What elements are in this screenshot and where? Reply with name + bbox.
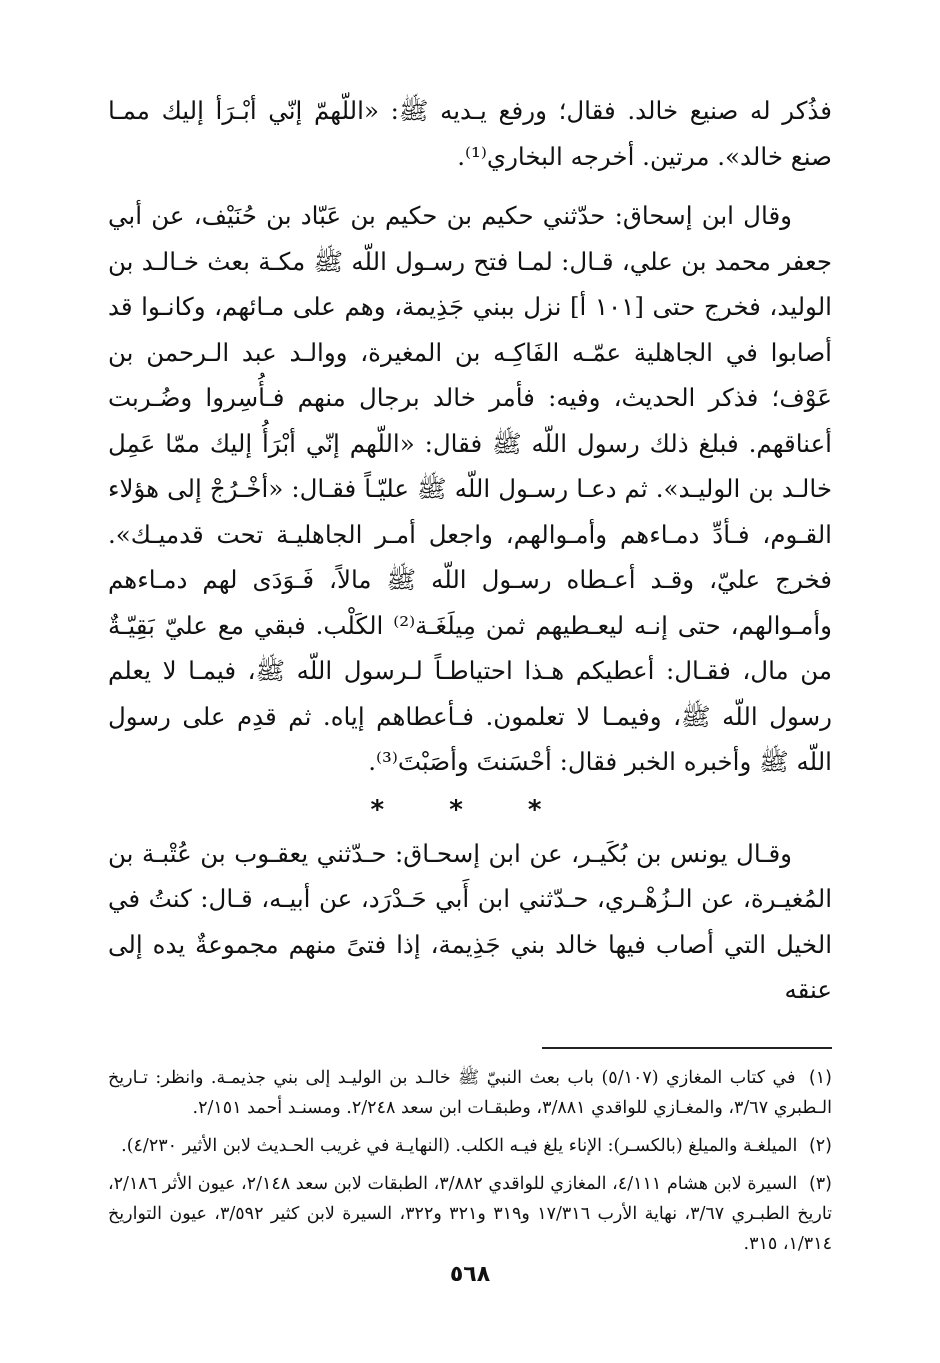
page-number: ٥٦٨ xyxy=(449,1262,491,1287)
body-paragraph-2: وقال ابن إسحاق: حدّثني حكيم بن حكيم بن عَبّاد بن حُنَيْف، عن أبي جعفر محمد بن علي، قـال: لمـا فتح رسـول اللّه ﷺ مكـة بعث خـالـد بن الوليد، فخرج حتى [١٠١ أ] نزل ببني جَذِيمة، وهم على مـائهم، وكانـوا قد أصابوا في الجاهلية عمّـه الفَاكِـه بن المغيرة، ووالـد عبد الـرحمن بن عَوْف؛ فذكر الحديث، وفيه: فأمر خالد برجال منهم فـأُسِروا وضُـربت أعناقهم. فبلغ ذلك رسول اللّه ﷺ فقال: «اللّهم إنّي أبْرَأُ إليك ممّا عَمِل خالـد بن الوليـد». ثم دعـا رسـول اللّه ﷺ عليّـاً فقـال: «أخْـرُجْ إلى هؤلاء القـوم، فـأدِّ دمـاءهم وأمـوالهم، واجعل أمـر الجاهليـة تحت قدميـك». فخرج عليّ، وقـد أعـطاه رسـول اللّه ﷺ مالاً، فَـوَدَى لهم دمـاءهم وأمـوالهم، حتى إنـه ليعـطيهم ثمن مِيلَغَـة⁽²⁾ الكَلْب. فبقي مع عليّ بَقِيّـةٌ من مال، فقـال: أعطيكم هـذا احتياطـاً لـرسول اللّه ﷺ، فيمـا لا يعلم رسول اللّه ﷺ، وفيمـا لا تعلمون. فـأعطاهم إياه. ثم قدِم على رسول اللّه ﷺ وأخبره الخبر فقال: أحْسَنتَ وأصَبْتَ⁽³⁾. xyxy=(108,201,832,776)
footnote-3 xyxy=(108,1169,832,1259)
body-paragraph-3: وقـال يونس بن بُكَيـر، عن ابن إسحـاق: حـدّثني يعقـوب بن عُتْبـة بن المُغيـرة، عن الـزُهْـري، حـدّثني ابن أَبي حَـدْرَد، عن أبيـه، قـال: كنتُ في الخيل التي أصاب فيها خالد بني جَذِيمة، إذا فتىً منهم مجموعةٌ يده إلى عنقه xyxy=(108,838,832,1004)
footnote-text: الميلغـة والميلغ (بالكسـر): الإناء يلغ فيـه الكلب. (النهايـة في غريب الحـديث لابن الأثير ٤/٢٣٠). xyxy=(121,1135,798,1156)
section-separator: * * * xyxy=(370,794,570,825)
footnote-number: (٣) xyxy=(808,1173,832,1194)
footnote-2 xyxy=(108,1131,832,1161)
footnote-text: في كتاب المغازي (٥/١٠٧) باب بعث النبيّ ﷺ خالـد بن الوليـد إلى بني جذيمـة. وانظر: تـاريخ الـطبري ٣/٦٧، والمغـازي للواقدي ٣/٨٨١، وطبقـات ابن سعد ٢/٢٤٨. ومسنـد أحمد ٢/١٥١. xyxy=(108,1067,832,1118)
footnotes xyxy=(108,1063,832,1259)
body-paragraph-1: فذُكر له صنيع خالد. فقال؛ ورفع يـديه ﷺ: «اللّهمّ إنّي أبْـرَأ إليك ممـا صنع خالد». مرتين. أخرجه البخاري⁽¹⁾. xyxy=(108,96,832,171)
footnote-number: (٢) xyxy=(808,1135,832,1156)
footnote-number: (١) xyxy=(808,1067,832,1088)
footnote-1 xyxy=(108,1063,832,1123)
footnote-text: السيرة لابن هشام ٤/١١١، المغازي للواقدي ٣/٨٨٢، الطبقات لابن سعد ٢/١٤٨، عيون الأثر ٢/١٨٦، تاريخ الطبـري ٣/٦٧، نهاية الأرب ١٧/٣١٦ و٣١٩ و٣٢١ و٣٢٢، السيرة لابن كثير ٣/٥٩٢، عيون التواريخ ١/٣١٤، ٣١٥. xyxy=(108,1173,833,1254)
footnote-rule xyxy=(542,1047,832,1049)
